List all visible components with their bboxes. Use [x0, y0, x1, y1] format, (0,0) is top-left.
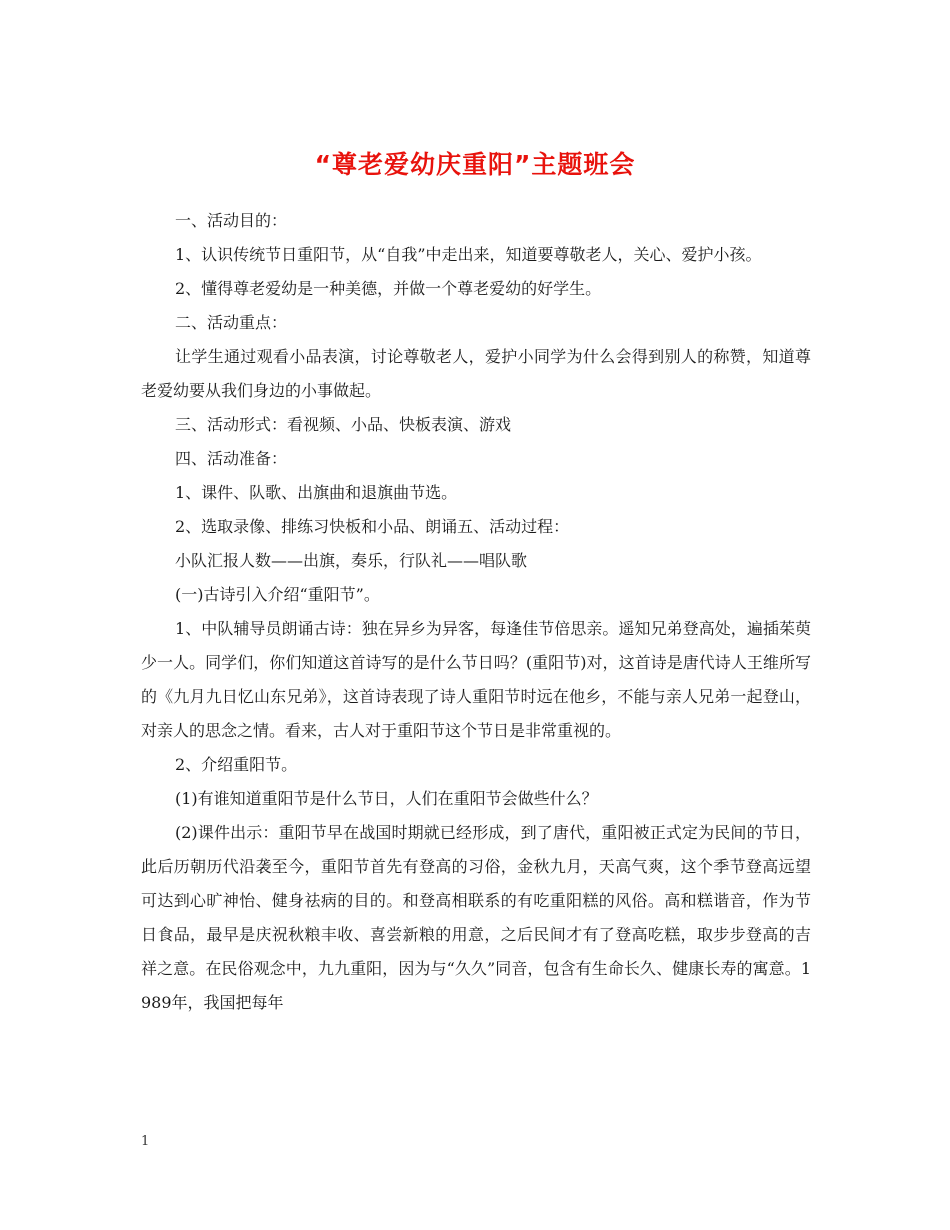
paragraph: 二、活动重点：	[175, 313, 288, 332]
paragraph: 1、课件、队歌、出旗曲和退旗曲节选。	[175, 483, 458, 502]
paragraph: 四、活动准备：	[175, 449, 288, 468]
paragraph: 三、活动形式：看视频、小品、快板表演、游戏	[175, 415, 512, 434]
paragraph: 1、认识传统节日重阳节，从“自我”中走出来，知道要尊敬老人，关心、爱护小孩。	[175, 245, 762, 264]
paragraph: 2、选取录像、排练习快板和小品、朗诵五、活动过程：	[175, 517, 570, 536]
paragraph: 一、活动目的：	[175, 211, 288, 230]
document-title: “尊老爱幼庆重阳”主题班会	[314, 149, 636, 179]
document-body	[141, 204, 811, 1020]
paragraph: (一)古诗引入介绍“重阳节”。	[175, 585, 380, 604]
paragraph: 小队汇报人数——出旗，奏乐，行队礼——唱队歌	[175, 551, 528, 570]
paragraph: 1、中队辅导员朗诵古诗：独在异乡为异客，每逢佳节倍思亲。遥知兄弟登高处，遍插茱萸少一人。同学们，你们知道这首诗写的是什么节日吗？(重阳节)对，这首诗是唐代诗人王维所写的《九月九日忆山东兄弟》，这首诗表现了诗人重阳节时远在他乡，不能与亲人兄弟一起登山，对亲人的思念之情。看来，古人对于重阳节这个节日是非常重视的。	[141, 619, 811, 740]
paragraph: (1)有谁知道重阳节是什么节日，人们在重阳节会做些什么？	[175, 789, 598, 808]
paragraph: 2、懂得尊老爱幼是一种美德，并做一个尊老爱幼的好学生。	[175, 279, 602, 298]
paragraph: 让学生通过观看小品表演，讨论尊敬老人，爱护小同学为什么会得到别人的称赞，知道尊老爱幼要从我们身边的小事做起。	[141, 347, 811, 400]
page-number: 1	[141, 1134, 150, 1149]
paragraph: 2、介绍重阳节。	[175, 755, 298, 774]
paragraph: (2)课件出示：重阳节早在战国时期就已经形成，到了唐代，重阳被正式定为民间的节日，此后历朝历代沿袭至今，重阳节首先有登高的习俗，金秋九月，天高气爽，这个季节登高远望可达到心旷神怡、健身祛病的目的。和登高相联系的有吃重阳糕的风俗。高和糕谐音，作为节日食品，最早是庆祝秋粮丰收、喜尝新粮的用意，之后民间才有了登高吃糕，取步步登高的吉祥之意。在民俗观念中，九九重阳，因为与“久久”同音，包含有生命长久、健康长寿的寓意。1989年，我国把每年	[141, 823, 811, 1012]
